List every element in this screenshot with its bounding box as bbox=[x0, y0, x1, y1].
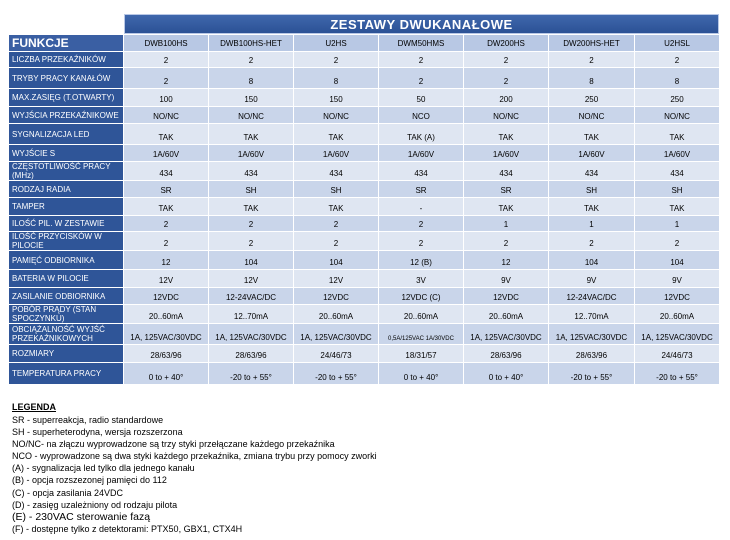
table-cell: TAK bbox=[549, 124, 635, 145]
table-cell: SH bbox=[549, 181, 635, 198]
table-cell: 1A/60V bbox=[379, 145, 464, 162]
table-cell: 434 bbox=[124, 162, 209, 181]
table-cell: 2 bbox=[294, 52, 379, 68]
table-cell: - bbox=[379, 198, 464, 216]
table-cell: 434 bbox=[379, 162, 464, 181]
table-cell: 8 bbox=[294, 68, 379, 89]
table-cell: 20..60mA bbox=[635, 305, 720, 324]
table-cell: 434 bbox=[464, 162, 549, 181]
table-cell: SR bbox=[379, 181, 464, 198]
table-row bbox=[9, 363, 720, 385]
table-cell: TAK bbox=[635, 198, 720, 216]
table-cell: 104 bbox=[294, 251, 379, 270]
table-cell: 12-24VAC/DC bbox=[209, 288, 294, 305]
legend-item: SH - superheterodyna, wersja rozszerzona bbox=[12, 427, 183, 438]
table-cell: 0,5A/125VAC 1A/30VDC bbox=[379, 324, 464, 345]
table-cell: 150 bbox=[294, 89, 379, 107]
table-row bbox=[9, 162, 720, 181]
table-cell: 104 bbox=[209, 251, 294, 270]
table-cell: NO/NC bbox=[635, 107, 720, 124]
table-cell: TAK bbox=[549, 198, 635, 216]
table-cell: 2 bbox=[379, 68, 464, 89]
table-cell: TAK (A) bbox=[379, 124, 464, 145]
table-row bbox=[9, 251, 720, 270]
table-cell: 12VDC (C) bbox=[379, 288, 464, 305]
model-header: U2HS bbox=[294, 35, 379, 52]
table-cell: 2 bbox=[209, 52, 294, 68]
table-cell: 20..60mA bbox=[294, 305, 379, 324]
table-cell: 2 bbox=[379, 52, 464, 68]
table-row bbox=[9, 288, 720, 305]
table-cell: TAK bbox=[209, 198, 294, 216]
table-cell: 1 bbox=[635, 216, 720, 232]
model-header: DWB100HS-HET bbox=[209, 35, 294, 52]
table-title: ZESTAWY DWUKANAŁOWE bbox=[124, 14, 720, 35]
table-cell: 2 bbox=[464, 52, 549, 68]
table-cell: 434 bbox=[294, 162, 379, 181]
row-label: LICZBA PRZEKAŹNIKÓW bbox=[9, 52, 124, 68]
table-cell: NO/NC bbox=[464, 107, 549, 124]
table-cell: 250 bbox=[635, 89, 720, 107]
table-cell: TAK bbox=[294, 198, 379, 216]
table-cell: SH bbox=[635, 181, 720, 198]
row-label: BATERIA W PILOCIE bbox=[9, 270, 124, 288]
table-cell: 18/31/57 bbox=[379, 345, 464, 363]
table-cell: 2 bbox=[549, 232, 635, 251]
legend bbox=[12, 402, 712, 535]
legend-item: (D) - zasięg uzależniony od rodzaju pilota bbox=[12, 499, 178, 510]
legend-item: (A) - sygnalizacja led tylko dla jednego kanału bbox=[12, 463, 195, 474]
table-cell: 28/63/96 bbox=[124, 345, 209, 363]
row-label: TAMPER bbox=[9, 198, 124, 216]
table-cell: 1A/60V bbox=[124, 145, 209, 162]
legend-title: LEGENDA bbox=[12, 402, 57, 412]
table-cell: 0 to + 40° bbox=[379, 363, 464, 385]
table-cell: 1A, 125VAC/30VDC bbox=[294, 324, 379, 345]
legend-list bbox=[12, 414, 712, 535]
model-header: DWM50HMS bbox=[379, 35, 464, 52]
table-cell: 100 bbox=[124, 89, 209, 107]
table-cell: TAK bbox=[464, 124, 549, 145]
row-label: ILOŚĆ PIL. W ZESTAWIE bbox=[9, 216, 124, 232]
table-cell: 12..70mA bbox=[549, 305, 635, 324]
model-header: U2HSL bbox=[635, 35, 720, 52]
legend-item: SR - superreakcja, radio standardowe bbox=[12, 415, 164, 425]
table-cell: 2 bbox=[209, 216, 294, 232]
table-cell: 1 bbox=[464, 216, 549, 232]
row-label: ROZMIARY bbox=[9, 345, 124, 363]
table-row bbox=[9, 89, 720, 107]
table-row bbox=[9, 181, 720, 198]
table-row bbox=[9, 124, 720, 145]
table-cell: 2 bbox=[549, 52, 635, 68]
table-cell: 12 (B) bbox=[379, 251, 464, 270]
table-row bbox=[9, 145, 720, 162]
table-cell: 250 bbox=[549, 89, 635, 107]
table-cell: 2 bbox=[635, 232, 720, 251]
table-cell: 1A, 125VAC/30VDC bbox=[635, 324, 720, 345]
table-cell: SR bbox=[464, 181, 549, 198]
table-cell: 1A, 125VAC/30VDC bbox=[464, 324, 549, 345]
table-cell: TAK bbox=[464, 198, 549, 216]
row-label: WYJŚCIA PRZEKAŹNIKOWE bbox=[9, 107, 124, 124]
table-cell: 12V bbox=[124, 270, 209, 288]
table-cell: 2 bbox=[294, 232, 379, 251]
table-cell: 2 bbox=[124, 68, 209, 89]
table-cell: NO/NC bbox=[549, 107, 635, 124]
table-cell: 2 bbox=[379, 232, 464, 251]
table-cell: 20..60mA bbox=[124, 305, 209, 324]
table-cell: NCO bbox=[379, 107, 464, 124]
table-cell: TAK bbox=[124, 124, 209, 145]
model-header: DW200HS bbox=[464, 35, 549, 52]
table-cell: 1A, 125VAC/30VDC bbox=[124, 324, 209, 345]
table-cell: 12-24VAC/DC bbox=[549, 288, 635, 305]
legend-item: NCO - wyprowadzone są dwa styki każdego przekaźnika, zmiana trybu przy pomocy zworki bbox=[12, 451, 377, 462]
row-label: TEMPERATURA PRACY bbox=[9, 363, 124, 385]
legend-item: NO/NC- na złączu wyprowadzone są trzy styki przełączane każdego przekaźnika bbox=[12, 439, 335, 450]
table-cell: 2 bbox=[209, 232, 294, 251]
table-cell: NO/NC bbox=[209, 107, 294, 124]
table-row bbox=[9, 270, 720, 288]
table-cell: 0 to + 40° bbox=[464, 363, 549, 385]
table-cell: 12 bbox=[124, 251, 209, 270]
table-cell: 2 bbox=[464, 68, 549, 89]
table-cell: 1A/60V bbox=[549, 145, 635, 162]
row-label: OBCIĄŻALNOŚĆ WYJŚĆ PRZEKAŹNIKOWYCH bbox=[9, 324, 124, 345]
table-cell: 8 bbox=[635, 68, 720, 89]
table-cell: 2 bbox=[379, 216, 464, 232]
table-cell: TAK bbox=[635, 124, 720, 145]
model-header: DW200HS-HET bbox=[549, 35, 635, 52]
table-cell: SR bbox=[124, 181, 209, 198]
table-row bbox=[9, 232, 720, 251]
table-cell: 12VDC bbox=[464, 288, 549, 305]
table-cell: TAK bbox=[124, 198, 209, 216]
table-cell: 200 bbox=[464, 89, 549, 107]
row-label: POBÓR PRĄDY (STAN SPOCZYNKU) bbox=[9, 305, 124, 324]
legend-item: (E) - 230VAC sterowanie fazą bbox=[12, 510, 151, 523]
table-cell: 2 bbox=[294, 216, 379, 232]
table-cell: 1 bbox=[549, 216, 635, 232]
table-cell: -20 to + 55° bbox=[209, 363, 294, 385]
table-cell: -20 to + 55° bbox=[294, 363, 379, 385]
table-cell: 0 to + 40° bbox=[124, 363, 209, 385]
row-label: MAX.ZASIĘG (T.OTWARTY) bbox=[9, 89, 124, 107]
table-cell: 9V bbox=[549, 270, 635, 288]
table-row bbox=[9, 345, 720, 363]
table-cell: 2 bbox=[124, 216, 209, 232]
table-cell: 9V bbox=[464, 270, 549, 288]
table-cell: 104 bbox=[549, 251, 635, 270]
table-cell: 2 bbox=[635, 52, 720, 68]
table-cell: 20..60mA bbox=[379, 305, 464, 324]
table-cell: SH bbox=[294, 181, 379, 198]
table-cell: 28/63/96 bbox=[209, 345, 294, 363]
table-cell: 434 bbox=[549, 162, 635, 181]
legend-item: (C) - opcja zasilania 24VDC bbox=[12, 487, 124, 498]
table-cell: TAK bbox=[209, 124, 294, 145]
row-label: WYJŚCIE S bbox=[9, 145, 124, 162]
table-cell: 12..70mA bbox=[209, 305, 294, 324]
table-cell: TAK bbox=[294, 124, 379, 145]
legend-item: (F) - dostępne tylko z detektorami: PTX50, GBX1, CTX4H bbox=[12, 523, 243, 534]
table-row bbox=[9, 305, 720, 324]
table-cell: 12V bbox=[209, 270, 294, 288]
table-cell: NO/NC bbox=[124, 107, 209, 124]
table-cell: SH bbox=[209, 181, 294, 198]
table-row bbox=[9, 52, 720, 68]
table-cell: 24/46/73 bbox=[294, 345, 379, 363]
table-cell: 12VDC bbox=[294, 288, 379, 305]
table-cell: 50 bbox=[379, 89, 464, 107]
table-cell: 12 bbox=[464, 251, 549, 270]
table-row bbox=[9, 68, 720, 89]
table-cell: 12V bbox=[294, 270, 379, 288]
table-row bbox=[9, 107, 720, 124]
spec-table bbox=[8, 13, 720, 385]
row-label: RODZAJ RADIA bbox=[9, 181, 124, 198]
table-cell: 2 bbox=[124, 232, 209, 251]
legend-item: (B) - opcja rozszezonej pamięci do 112 bbox=[12, 475, 167, 486]
table-cell: 2 bbox=[464, 232, 549, 251]
table-row bbox=[9, 198, 720, 216]
table-cell: 12VDC bbox=[124, 288, 209, 305]
table-row bbox=[9, 216, 720, 232]
table-cell: 24/46/73 bbox=[635, 345, 720, 363]
table-cell: NO/NC bbox=[294, 107, 379, 124]
table-cell: 1A, 125VAC/30VDC bbox=[209, 324, 294, 345]
table-cell: 20..60mA bbox=[464, 305, 549, 324]
table-cell: 12VDC bbox=[635, 288, 720, 305]
row-label: PAMIĘĆ ODBIORNIKA bbox=[9, 251, 124, 270]
table-cell: 9V bbox=[635, 270, 720, 288]
table-cell: 2 bbox=[124, 52, 209, 68]
funkcje-header: FUNKCJE bbox=[9, 35, 124, 52]
row-label: CZĘSTOTLIWOŚĆ PRACY (MHz) bbox=[9, 162, 124, 181]
table-cell: 150 bbox=[209, 89, 294, 107]
table-cell: 1A/60V bbox=[209, 145, 294, 162]
table-cell: 8 bbox=[549, 68, 635, 89]
table-cell: 28/63/96 bbox=[464, 345, 549, 363]
table-row bbox=[9, 324, 720, 345]
row-label: SYGNALIZACJA LED bbox=[9, 124, 124, 145]
row-label: ZASILANIE ODBIORNIKA bbox=[9, 288, 124, 305]
row-label: ILOŚĆ PRZYCISKÓW W PILOCIE bbox=[9, 232, 124, 251]
table-cell: 8 bbox=[209, 68, 294, 89]
table-cell: 3V bbox=[379, 270, 464, 288]
table-cell: 1A/60V bbox=[464, 145, 549, 162]
table-cell: 104 bbox=[635, 251, 720, 270]
model-header: DWB100HS bbox=[124, 35, 209, 52]
table-cell: 1A/60V bbox=[635, 145, 720, 162]
table-cell: 434 bbox=[209, 162, 294, 181]
table-cell: -20 to + 55° bbox=[549, 363, 635, 385]
table-cell: 434 bbox=[635, 162, 720, 181]
row-label: TRYBY PRACY KANAŁÓW bbox=[9, 68, 124, 89]
table-cell: 28/63/96 bbox=[549, 345, 635, 363]
table-corner bbox=[9, 14, 124, 35]
table-cell: 1A/60V bbox=[294, 145, 379, 162]
table-cell: 1A, 125VAC/30VDC bbox=[549, 324, 635, 345]
table-cell: -20 to + 55° bbox=[635, 363, 720, 385]
